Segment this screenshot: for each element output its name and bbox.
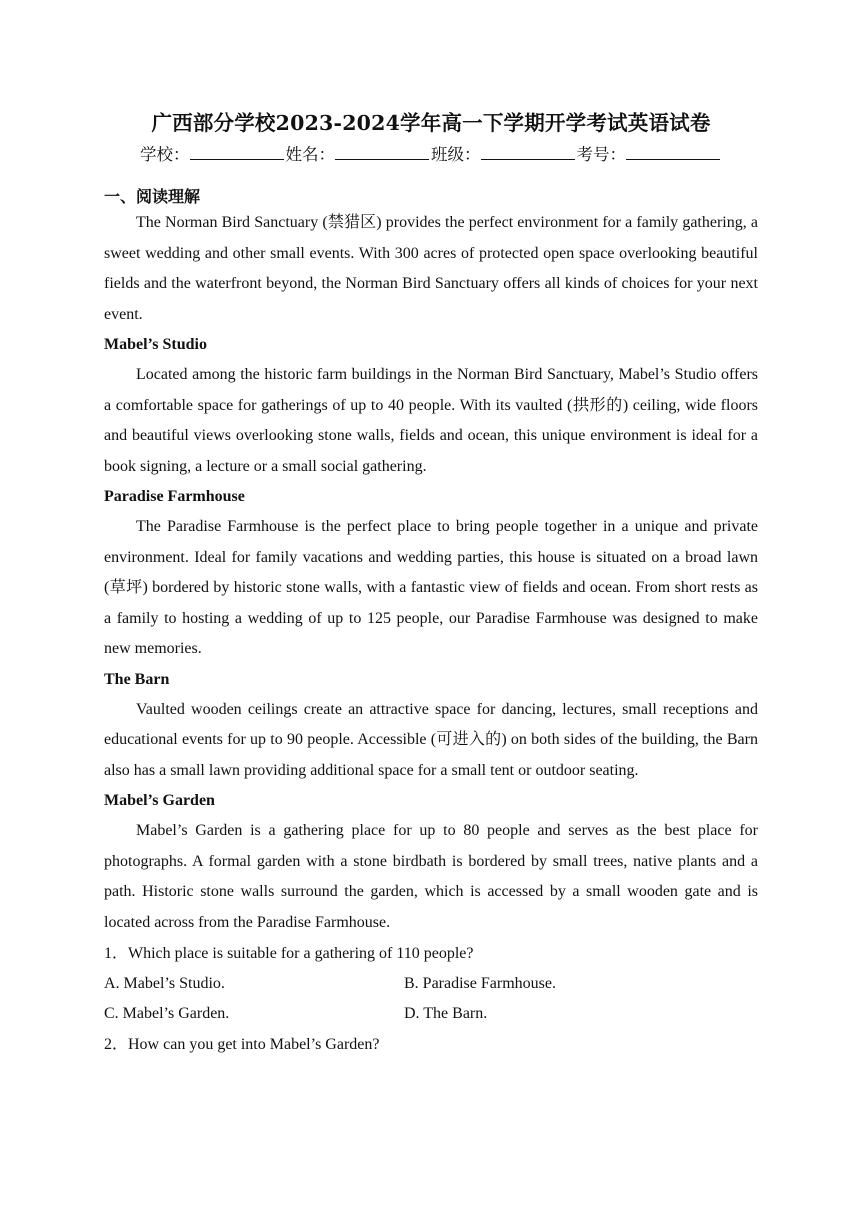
question-1-stem: 1．Which place is suitable for a gathering of 110 people? (104, 945, 474, 962)
exam-page (104, 108, 758, 1060)
venue-text-studio: Located among the historic farm buildings in the Norman Bird Sanctuary, Mabel’s Studio offers a comfortable space for gatherings of up to 40 people. With its vaulted (拱形的) ceiling, wide floors and beautiful views overlooking stone walls, fields and ocean, this unique environment is ideal for a book signing, a lecture or a small social gathering. (104, 366, 758, 475)
venue-heading-studio: Mabel’s Studio (104, 336, 207, 353)
venue-text-garden: Mabel’s Garden is a gathering place for up to 80 people and serves as the best place for photographs. A formal garden with a stone birdbath is bordered by small trees, native plants and a path. Historic stone walls surround the garden, which is accessed by a small wooden gate and is located across from the Paradise Farmhouse. (104, 822, 758, 931)
option-a[interactable]: A. Mabel’s Studio. (104, 975, 225, 992)
option-c[interactable]: C. Mabel’s Garden. (104, 1005, 230, 1022)
exam-title: 广西部分学校2023-2024学年高一下学期开学考试英语试卷 (151, 111, 711, 135)
venue-text-barn: Vaulted wooden ceilings create an attractive space for dancing, lectures, small receptions and educational events for up to 90 people. Accessible (可进入的) on both sides of the building, the Barn also has a small lawn providing additional space for a small tent or outdoor seating. (104, 700, 758, 779)
venue-heading-garden: Mabel’s Garden (104, 792, 215, 809)
option-d[interactable]: D. The Barn. (404, 1005, 488, 1022)
name-blank[interactable] (335, 144, 429, 160)
section-title: 一、阅读理解 (104, 187, 201, 206)
class-blank[interactable] (481, 144, 575, 160)
school-blank[interactable] (190, 144, 284, 160)
option-b[interactable]: B. Paradise Farmhouse. (404, 975, 556, 992)
venue-heading-barn: The Barn (104, 670, 170, 688)
name-label: 姓名： (285, 145, 335, 164)
exam-number-blank[interactable] (626, 144, 720, 160)
student-info-line (104, 142, 758, 168)
passage-intro: The Norman Bird Sanctuary (禁猎区) provides the perfect environment for a family gathering, a sweet wedding and other small events. With 300 acres of protected open space overlooking beautiful fields and the waterfront beyond, the Norman Bird Sanctuary offers all kinds of choices for your next event. (104, 214, 758, 323)
school-label: 学校： (140, 145, 190, 164)
venue-heading-farmhouse: Paradise Farmhouse (104, 488, 245, 505)
venue-text-farmhouse: The Paradise Farmhouse is the perfect place to bring people together in a unique and private environment. Ideal for family vacations and wedding parties, this house is situated on a broad lawn (草坪) bordered by historic stone walls, with a fantastic view of fields and ocean. From short rests as a family to hosting a wedding of up to 125 people, our Paradise Farmhouse was designed to make new memories. (104, 518, 758, 657)
exam-number-label: 考号： (576, 145, 626, 164)
class-label: 班级： (431, 145, 481, 164)
question-1-options (104, 969, 758, 1029)
question-2-stem: 2．How can you get into Mabel’s Garden? (104, 1036, 380, 1053)
